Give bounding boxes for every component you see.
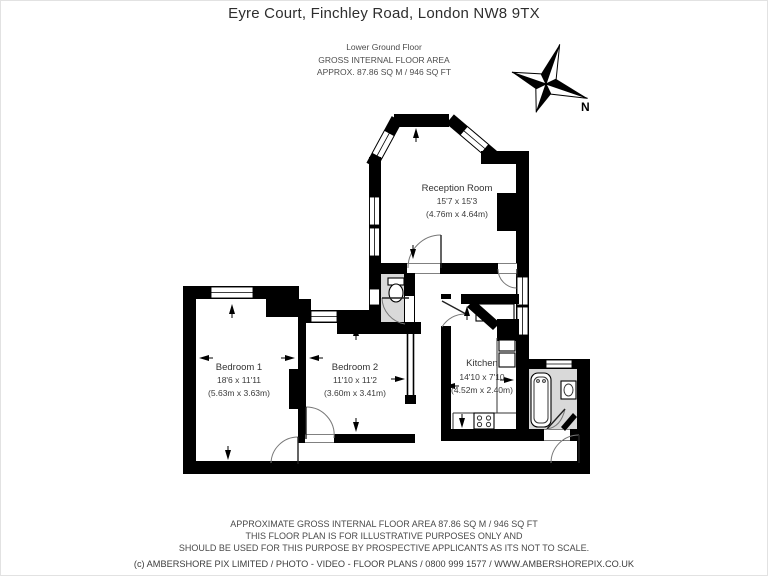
hob-icon [474,413,494,429]
reception-room-metric: (4.76m x 4.64m) [426,209,488,219]
disclaimer-line3: SHOULD BE USED FOR THIS PURPOSE BY PROSPECTIVE APPLICANTS AS ITS NOT TO SCALE. [178,543,590,553]
reception-room-label: Reception Room [421,183,493,194]
bathroom-sink-icon [561,381,576,399]
bathtub-icon [531,373,551,427]
floor-name: Lower Ground Floor [346,42,422,52]
copyright-credit: (c) AMBERSHORE PIX LIMITED / PHOTO - VIDEO - FLOOR PLANS / 0800 999 1577 / WWW.AMBERSHOREPIX.CO.UK [133,559,635,569]
kitchen-sink-icon [499,340,515,367]
bedroom2-label: Bedroom 2 [331,362,379,373]
bedroom2-metric: (3.60m x 3.41m) [324,388,386,398]
disclaimer-line2: THIS FLOOR PLAN IS FOR ILLUSTRATIVE PURPOSES ONLY AND [245,531,523,541]
disclaimer-line1: APPROXIMATE GROSS INTERNAL FLOOR AREA 87.86 SQ M / 946 SQ FT [230,519,538,529]
bedroom1-metric: (5.63m x 3.63m) [208,388,270,398]
page-title: Eyre Court, Finchley Road, London NW8 9TX [228,5,540,22]
floor-area-value: APPROX. 87.86 SQ M / 946 SQ FT [316,67,452,77]
north-label: N [581,100,590,114]
window [370,289,380,305]
reception-room-imperial: 15'7 x 15'3 [436,196,478,206]
bedroom1-label: Bedroom 1 [215,362,263,373]
bedroom2-imperial: 11'10 x 11'2 [332,375,378,385]
kitchen-label: Kitchen [466,358,498,369]
floor-area-heading: GROSS INTERNAL FLOOR AREA [318,54,450,65]
corridor-door [271,437,298,464]
bedroom1-imperial: 18'6 x 11'11 [216,375,262,385]
disclaimer [1,518,767,554]
kitchen-metric: (4.52m x 2.40m) [451,385,513,395]
kitchen-imperial: 14'10 x 7'10 [459,372,505,382]
floor-plan [1,1,767,575]
